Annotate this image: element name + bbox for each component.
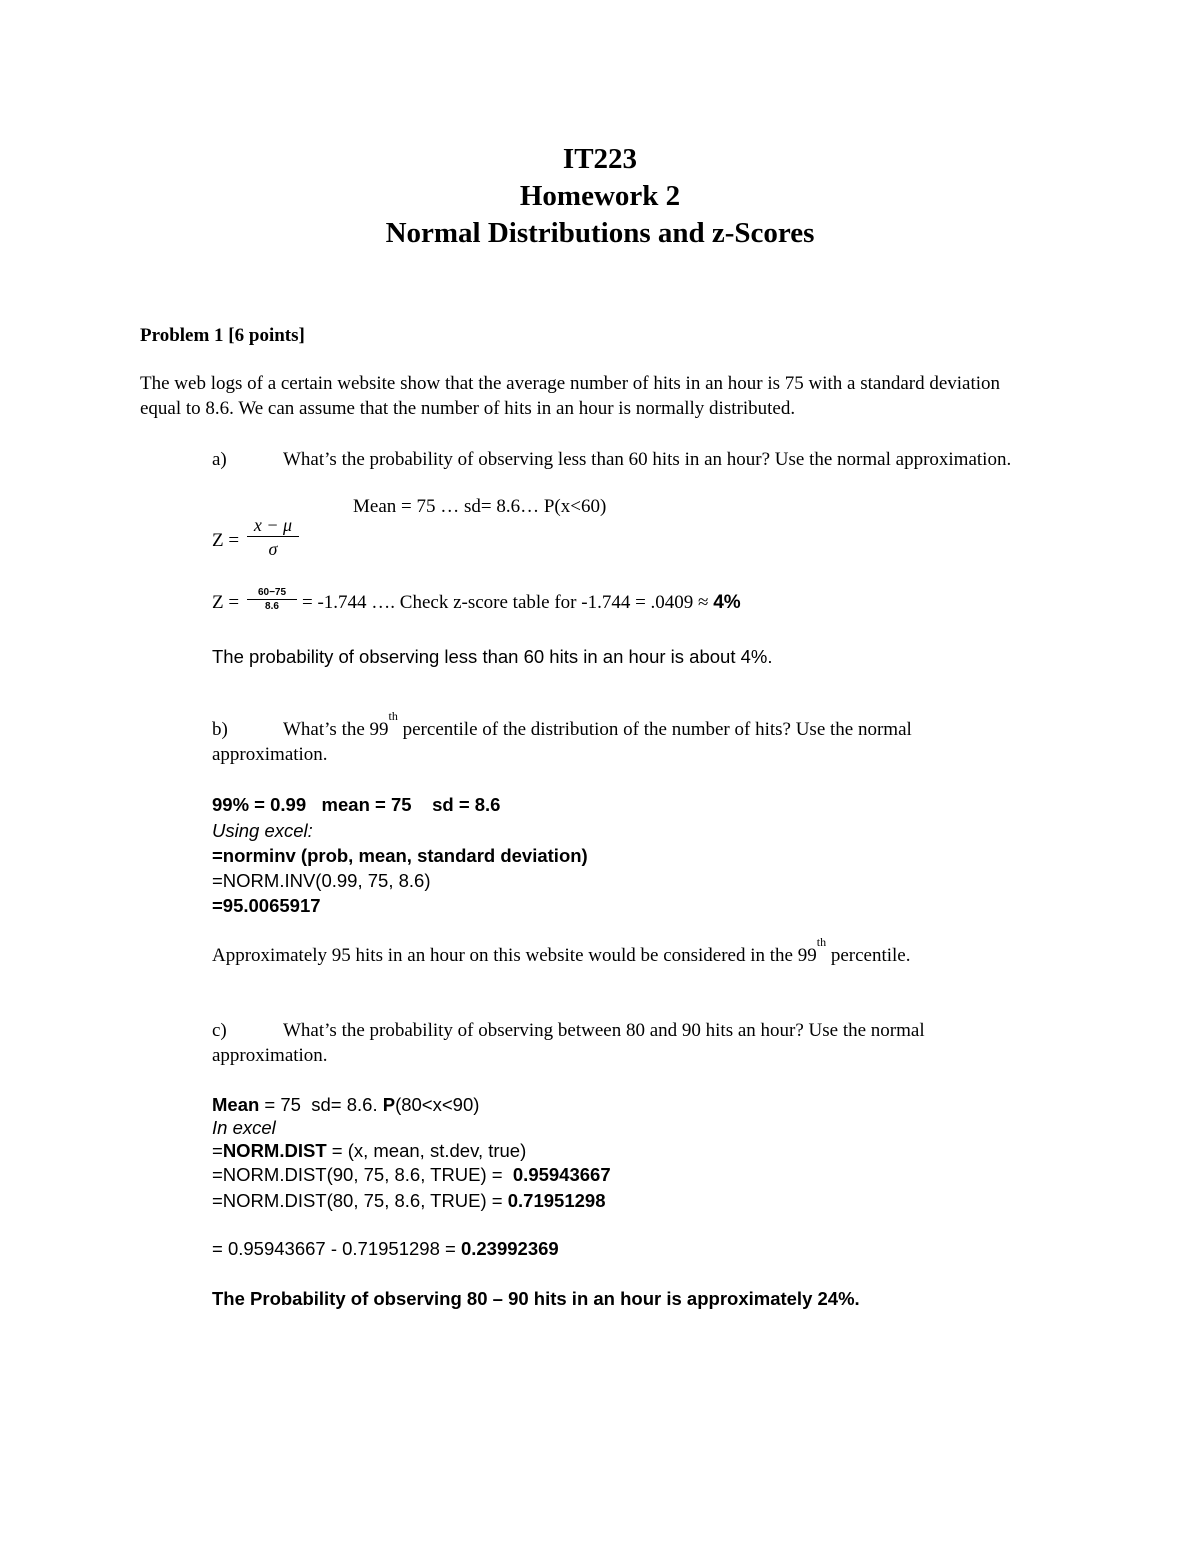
z-calc-numerator: 60−75 [257,587,287,598]
part-a-question: What’s the probability of observing less than 60 hits in an hour? Use the normal approximation. [283,449,1012,470]
part-b-syntax: =norminv (prob, mean, standard deviation) [212,845,588,866]
part-b-question [283,709,912,741]
part-b-answer-text-end: percentile. [826,945,911,966]
problem-intro-line2: equal to 8.6. We can assume that the number of hits in an hour is normally distributed. [140,398,796,419]
difference-formula: = 0.95943667 - 0.71951298 = [212,1238,461,1259]
part-c-label: c) [212,1020,227,1041]
syntax-args: = (x, mean, st.dev, true) [326,1140,527,1161]
superscript: th [816,935,827,949]
part-b-question-text-end: percentile of the distribution of the number of hits? Use the normal [397,719,912,740]
part-c-line2 [212,1190,606,1212]
z-calc-denominator: 8.6 [265,601,279,612]
part-b-tool: Using excel: [212,820,313,841]
assignment-title: Homework 2 [519,180,681,212]
part-b-answer [212,935,911,967]
part-a-answer: The probability of observing less than 60 hits in an hour is about 4%. [212,646,773,667]
z-calc-result-line [302,592,741,614]
part-b-question-line2: approximation. [212,744,328,765]
part-b-label: b) [212,719,228,740]
given-range: (80<x<90) [395,1094,480,1115]
line2-formula: =NORM.DIST(80, 75, 8.6, TRUE) = [212,1190,508,1211]
problem-heading: Problem 1 [6 points] [140,325,305,346]
z-formula-numerator: x − μ [253,515,293,535]
part-c-answer: The Probability of observing 80 – 90 hits in an hour is approximately 24%. [212,1288,860,1309]
part-c-question-line2: approximation. [212,1045,328,1066]
part-c-tool: In excel [212,1117,276,1138]
problem-intro-line1: The web logs of a certain website show that the average number of hits in an hour is 75 with a standard deviation [140,373,1001,394]
z-formula-lhs: Z = [212,530,240,551]
z-calc-answer: 4% [713,592,741,613]
z-formula-fraction [247,514,299,561]
part-b-formula: =NORM.INV(0.99, 75, 8.6) [212,870,431,891]
line2-value: 0.71951298 [507,1190,606,1211]
superscript: th [388,709,398,723]
z-calc-text: = -1.744 …. Check z-score table for -1.744 = .0409 ≈ [302,592,714,613]
part-c-syntax [212,1140,526,1162]
part-c-question: What’s the probability of observing between 80 and 90 hits an hour? Use the normal [283,1020,925,1041]
given-p: P [382,1094,396,1115]
syntax-function: NORM.DIST [222,1140,327,1161]
course-code: IT223 [562,143,638,175]
given-values: = 75 sd= 8.6. [259,1094,383,1115]
line1-value: 0.95943667 [512,1164,611,1185]
part-a-label: a) [212,449,227,470]
given-mean: Mean [212,1094,260,1115]
part-b-answer-text: Approximately 95 hits in an hour on this website would be considered in the 99 [212,945,817,966]
part-b-question-text: What’s the 99 [283,719,389,740]
part-c-difference [212,1238,559,1260]
part-b-given: 99% = 0.99 mean = 75 sd = 8.6 [212,794,501,815]
syntax-equals: = [212,1140,223,1161]
part-a-given: Mean = 75 … sd= 8.6… P(x<60) [353,496,607,517]
part-b-result: =95.0065917 [212,895,321,916]
z-calc-lhs: Z = [212,592,240,613]
z-calc-fraction [247,586,297,614]
line1-formula: =NORM.DIST(90, 75, 8.6, TRUE) = [212,1164,513,1185]
part-c-line1 [212,1164,611,1186]
difference-value: 0.23992369 [460,1238,559,1259]
topic-title: Normal Distributions and z-Scores [385,217,815,249]
z-formula-denominator: σ [268,539,278,559]
part-c-given [212,1094,479,1116]
